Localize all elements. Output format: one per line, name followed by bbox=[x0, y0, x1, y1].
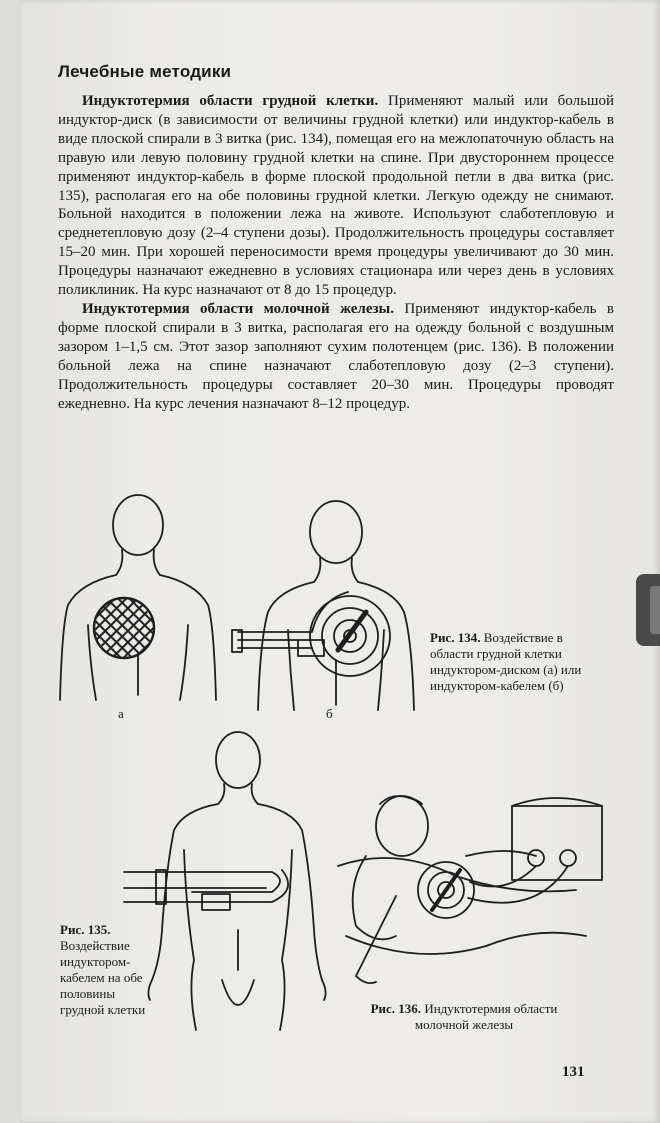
caption-text: Индуктотермия области молочной железы bbox=[414, 1001, 558, 1032]
paragraph-breast bbox=[58, 300, 614, 413]
page-edge-tab bbox=[636, 574, 660, 646]
body-text bbox=[58, 92, 614, 413]
figure-135-caption bbox=[60, 922, 160, 1018]
figure-136-caption bbox=[344, 1001, 584, 1033]
caption-number: Рис. 134. bbox=[430, 630, 481, 645]
section-title: Лечебные методики bbox=[58, 62, 232, 81]
caption-number: Рис. 136. bbox=[370, 1001, 422, 1016]
page-number: 131 bbox=[562, 1064, 585, 1080]
figure-134-caption bbox=[430, 630, 600, 694]
figure-134a-label: а bbox=[118, 706, 124, 721]
caption-number: Рис. 135. bbox=[60, 922, 111, 937]
paragraph-lead: Индуктотермия области молочной железы. bbox=[82, 300, 394, 317]
figure-134b-label: б bbox=[326, 706, 333, 721]
paragraph-lead: Индуктотермия области грудной клетки. bbox=[82, 93, 379, 109]
caption-text: Воздействие в области грудной клетки индуктором-диском (а) или индуктором-кабелем (б) bbox=[430, 630, 582, 693]
figure-134a-illustration bbox=[60, 495, 220, 700]
paragraph-chest bbox=[58, 92, 614, 300]
caption-text: Воздействие индуктором-кабелем на обе половины грудной клетки bbox=[60, 938, 146, 1017]
figure-134b-illustration bbox=[228, 500, 428, 710]
figure-136-illustration bbox=[336, 786, 606, 996]
paragraph-body: Применяют индуктор-кабель в форме плоской спирали в 3 витка, располагая его на одежду больной с воздушным зазором 1–1,5 см. Этот зазор заполняют сухим полотенцем (рис. 136). В положении больной лежа на спине назначают слаботепловую дозу (2–3 ступени). Продолжительность процедуры составляет 20–30 мин. Процедуры проводят ежедневно. На курс лечения назначают 8–12 процедур. bbox=[58, 300, 614, 412]
paragraph-body: Применяют малый или большой индуктор-диск (в зависимости от величины грудной клетки) или индуктор-кабель в виде плоской спирали в 3 витка (рис. 134), помещая его на межлопаточную область на правую или левую половину грудной клетки на спине. При двустороннем процессе применяют индуктор-кабель в форме плоской продольной петли в два витка (рис. 135), располагая его на обе половины грудной клетки. Легкую одежду не снимают. Больной находится в положении лежа на животе. Используют слаботепловую и среднетепловую дозу (2–4 ступени дозы). Продолжительность процедуры составляет 15–20 мин. При хорошей переносимости время процедуры увеличивают до 30 мин. Процедуры назначают ежедневно в условиях стационара или через день в условиях поликлиник. На курс назначают от 8 до 15 процедур. bbox=[58, 93, 614, 299]
